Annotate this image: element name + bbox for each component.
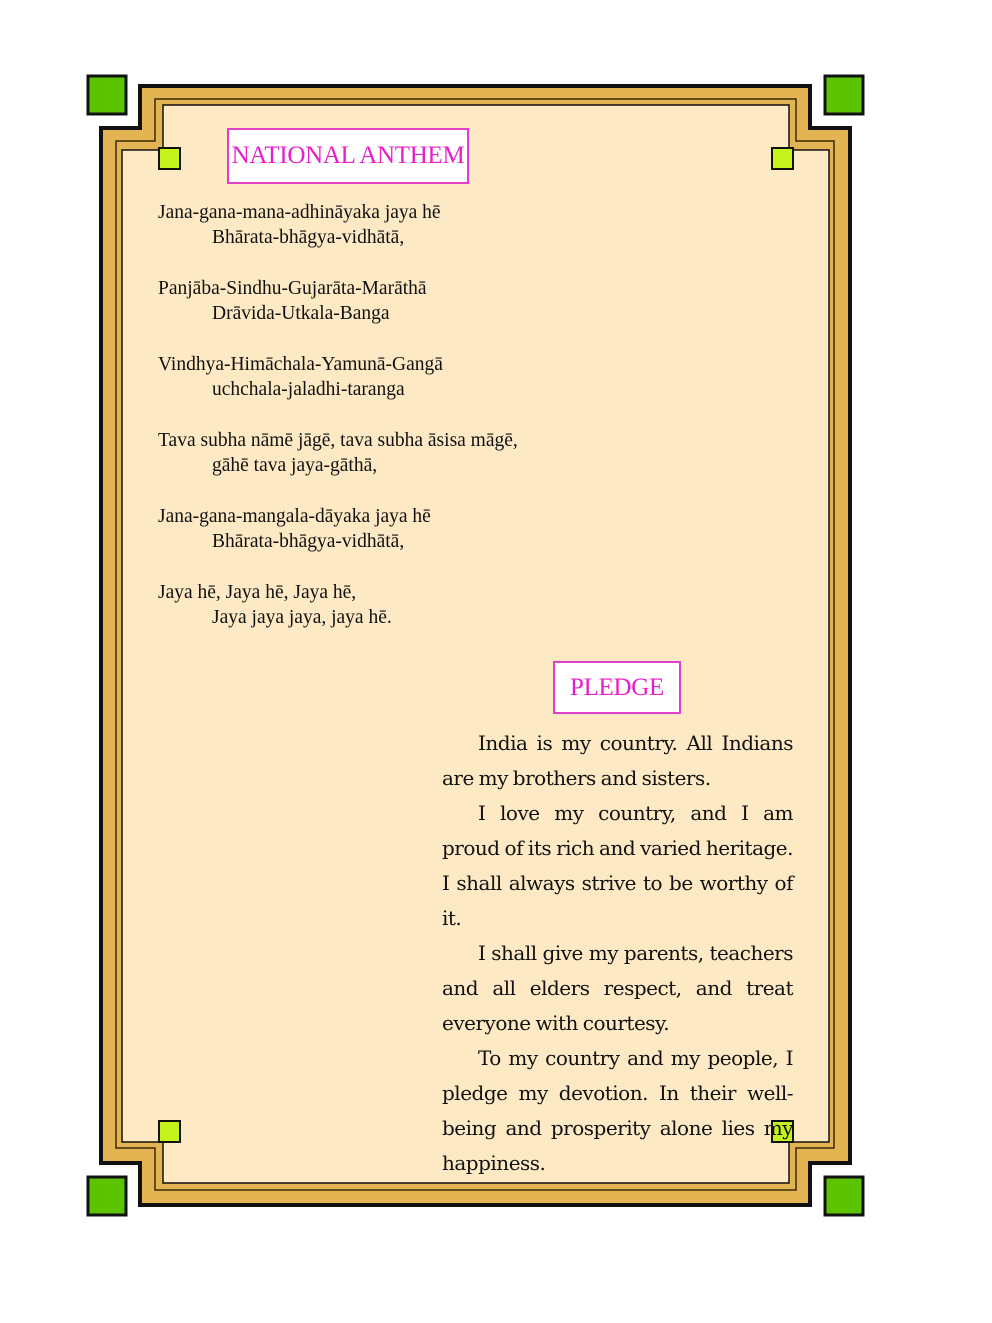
national-anthem-heading [227,128,469,184]
inner-square-top-left [159,148,180,169]
pledge-paragraph: India is my country. All Indians are my brothers and sisters. [442,731,793,790]
anthem-line-indented: Bhārata-bhāgya-vidhātā, [212,227,405,248]
anthem-line-indented: gāhē tava jaya-gāthā, [212,455,378,476]
corner-square-bottom-right [825,1177,863,1215]
anthem-line-indented: Drāvida-Utkala-Banga [212,303,390,324]
inner-square-top-right [772,148,793,169]
anthem-line-indented: uchchala-jaladhi-taranga [212,379,405,400]
pledge-paragraph: I shall give my parents, teachers and all elders respect, and treat everyone with courtesy. [442,941,793,1035]
anthem-stanza [158,276,518,326]
national-anthem-heading-text: NATIONAL ANTHEM [231,142,465,169]
corner-square-bottom-left [88,1177,126,1215]
anthem-stanza [158,504,518,554]
corner-square-top-left [88,76,126,114]
inner-square-bottom-left [159,1121,180,1142]
anthem-line: Jana-gana-mana-adhināyaka jaya hē [158,202,441,223]
pledge-paragraph: To my country and my people, I pledge my devotion. In their well-being and prosperity alone lies my happiness. [442,1046,793,1175]
anthem-text [158,200,518,656]
pledge-heading [553,661,681,714]
corner-square-top-right [825,76,863,114]
anthem-line-indented: Bhārata-bhāgya-vidhātā, [212,531,405,552]
anthem-line-indented: Jaya jaya jaya, jaya hē. [212,607,392,628]
anthem-stanza [158,428,518,478]
anthem-stanza [158,352,518,402]
pledge-heading-text: PLEDGE [569,673,665,701]
pledge-text [442,726,793,1181]
anthem-stanza [158,200,518,250]
anthem-line: Vindhya-Himāchala-Yamunā-Gangā [158,354,443,375]
anthem-line: Tava subha nāmē jāgē, tava subha āsisa māgē, [158,430,518,451]
anthem-line: Panjāba-Sindhu-Gujarāta-Marāthā [158,278,427,299]
anthem-stanza [158,580,518,630]
anthem-line: Jana-gana-mangala-dāyaka jaya hē [158,506,431,527]
anthem-line: Jaya hē, Jaya hē, Jaya hē, [158,582,357,603]
pledge-paragraph: I love my country, and I am proud of its rich and varied heritage. I shall always strive to be worthy of it. [442,801,793,930]
